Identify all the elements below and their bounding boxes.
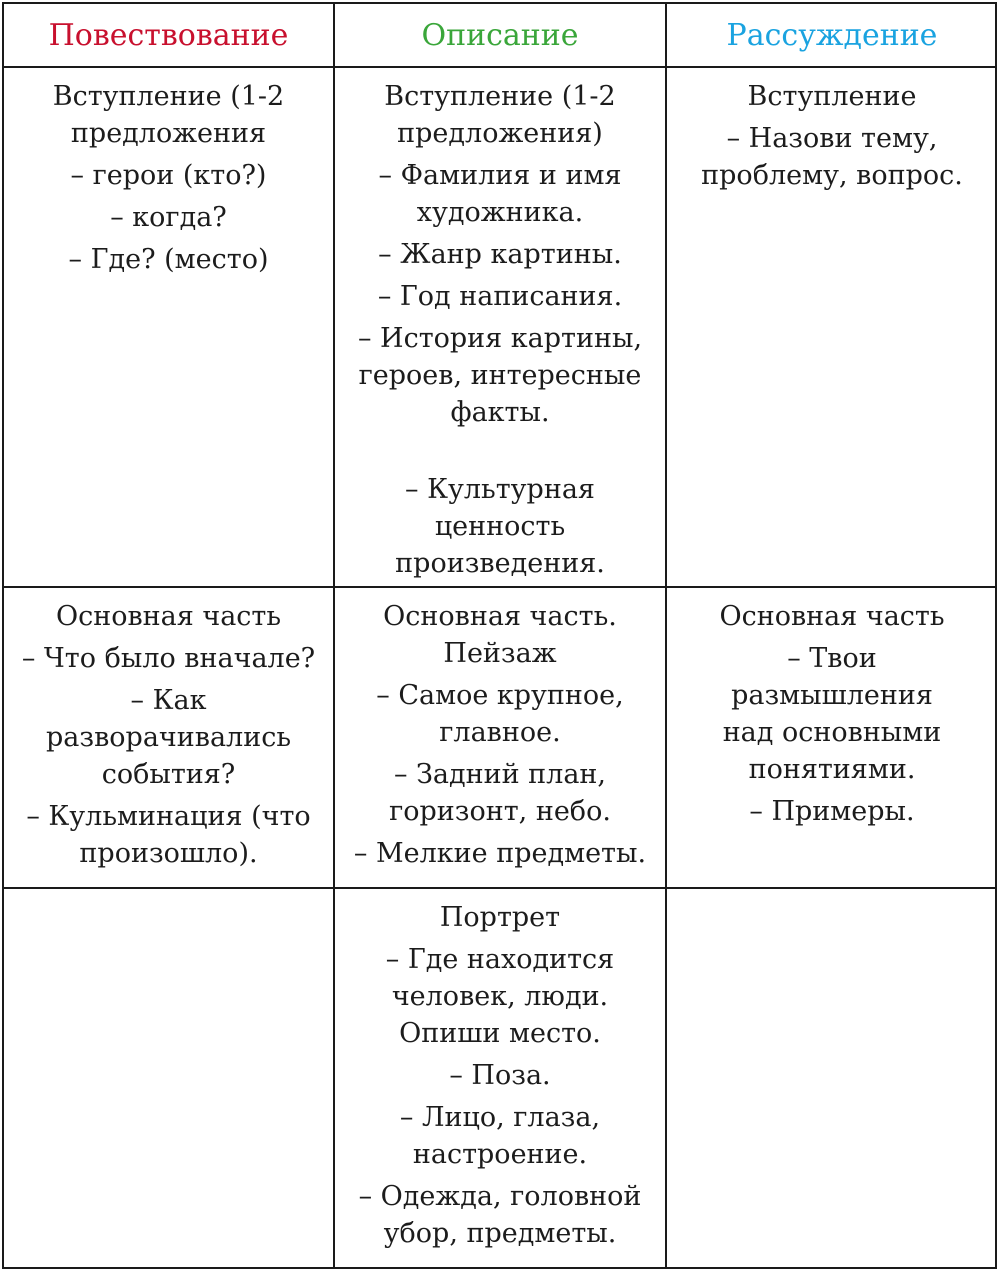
cell-text-line: – Культурная — [405, 474, 595, 505]
cell-text-line: – герои (кто?) — [70, 160, 267, 191]
cell-text-line: произошло). — [79, 838, 258, 869]
cell-narration — [2, 66, 333, 586]
cell-text-line: Основная часть — [55, 601, 282, 632]
cell-text-line: факты. — [450, 397, 550, 428]
header-narration-label: Повествование — [48, 17, 289, 53]
cell-text-line: Вступление (1-2 — [52, 81, 285, 112]
cell-reasoning — [665, 887, 997, 1269]
header-reasoning-label: Рассуждение — [726, 17, 938, 53]
cell-text-line: – Поза. — [449, 1060, 551, 1091]
cell-text-line: Основная часть. — [383, 601, 617, 632]
cell-description — [333, 586, 665, 887]
cell-reasoning — [665, 586, 997, 887]
cell-text-line: – Жанр картины. — [378, 239, 622, 270]
cell-text-line: предложения — [70, 118, 267, 149]
header-narration — [2, 2, 333, 66]
cell-text-line: художника. — [416, 197, 584, 228]
cell-text-line: события? — [101, 759, 236, 790]
cell-text-line: – Где находится — [385, 944, 615, 975]
cell-narration — [2, 887, 333, 1269]
cell-text-line: Основная часть — [719, 601, 945, 632]
cell-text-line: – Где? (место) — [68, 244, 269, 275]
cell-description — [333, 887, 665, 1269]
header-reasoning — [665, 2, 997, 66]
cell-text-line: – Кульминация (что — [26, 801, 311, 832]
cell-text-line: – Назови тему, — [726, 123, 938, 154]
cell-text-line: размышления — [731, 680, 933, 711]
cell-text-line: – когда? — [110, 202, 227, 233]
cell-text-line: Портрет — [439, 902, 561, 933]
cell-text-line: героев, интересные — [358, 360, 642, 391]
cell-text-line: настроение. — [412, 1139, 588, 1170]
cell-text-line: горизонт, небо. — [389, 796, 611, 827]
cell-text-line: понятиями. — [748, 754, 916, 785]
cell-text-line: над основными — [722, 717, 942, 748]
cell-text-line: – Год написания. — [377, 281, 623, 312]
cell-text-line: – Как — [130, 685, 207, 716]
cell-text-line: – Мелкие предметы. — [353, 838, 647, 869]
cell-text-line: Вступление (1-2 — [384, 81, 616, 112]
cell-text-line: – Самое крупное, — [376, 680, 624, 711]
cell-description — [333, 66, 665, 586]
cell-text-line: проблему, вопрос. — [701, 160, 963, 191]
composition-plan-table — [2, 2, 997, 1269]
cell-reasoning — [665, 66, 997, 586]
spacer — [339, 431, 661, 471]
cell-text-line: человек, люди. — [391, 981, 609, 1012]
header-description — [333, 2, 665, 66]
cell-text-line: – Что было вначале? — [21, 643, 316, 674]
cell-text-line: – Задний план, — [393, 759, 607, 790]
cell-text-line: – Примеры. — [749, 796, 915, 827]
cell-text-line: – История картины, — [357, 323, 643, 354]
cell-text-line: предложения) — [397, 118, 603, 149]
cell-narration — [2, 586, 333, 887]
cell-text-line: произведения. — [395, 548, 605, 579]
cell-text-line: – Лицо, глаза, — [399, 1102, 601, 1133]
cell-text-line: главное. — [439, 717, 561, 748]
header-description-label: Описание — [421, 17, 579, 53]
cell-text-line: – Фамилия и имя — [378, 160, 622, 191]
cell-text-line: убор, предметы. — [383, 1218, 617, 1249]
cell-text-line: Вступление — [747, 81, 917, 112]
cell-text-line: Пейзаж — [443, 638, 557, 669]
cell-text-line: ценность — [434, 511, 566, 542]
cell-text-line: – Твои — [787, 643, 877, 674]
cell-text-line: Опиши место. — [399, 1018, 601, 1049]
cell-text-line: – Одежда, головной — [358, 1181, 642, 1212]
cell-text-line: разворачивались — [45, 722, 292, 753]
